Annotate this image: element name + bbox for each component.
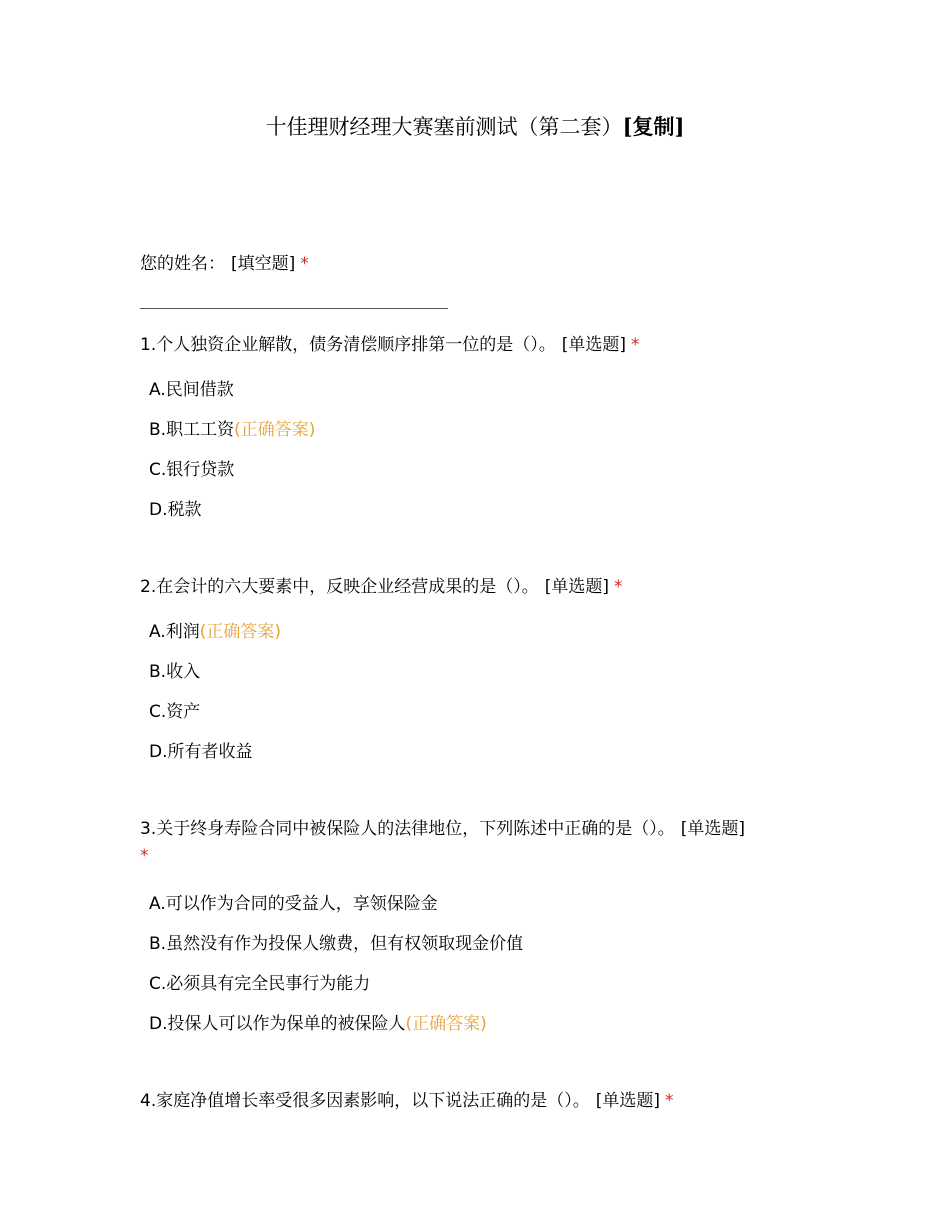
question-1 <box>140 329 810 361</box>
option-label: B.虽然没有作为投保人缴费，但有权领取现金价值 <box>149 934 524 954</box>
name-answer-line[interactable] <box>140 308 448 309</box>
name-question-label: 您的姓名： <box>140 254 225 274</box>
question-text: 3.关于终身寿险合同中被保险人的法律地位，下列陈述中正确的是（）。 <box>140 819 675 839</box>
question-text: 4.家庭净值增长率受很多因素影响，以下说法正确的是（）。 <box>140 1091 590 1111</box>
option-label: C.必须具有完全民事行为能力 <box>149 974 371 994</box>
option-label: D.所有者收益 <box>149 742 253 762</box>
option-label: D.投保人可以作为保单的被保险人 <box>149 1014 406 1034</box>
question-2-option-d[interactable] <box>149 737 253 767</box>
question-type: [填空题] <box>231 254 296 274</box>
option-label: C.银行贷款 <box>149 460 235 480</box>
option-label: A.可以作为合同的受益人，享领保险金 <box>149 894 438 914</box>
option-label: A.民间借款 <box>149 380 234 400</box>
title-main: 十佳理财经理大赛塞前测试（第二套） <box>265 115 623 139</box>
question-2-option-c[interactable] <box>149 697 200 727</box>
question-3-option-d[interactable] <box>149 1009 487 1039</box>
correct-answer-tag: (正确答案) <box>234 420 316 440</box>
question-type: [单选题] <box>680 819 745 839</box>
required-mark: * <box>630 335 640 355</box>
question-1-option-c[interactable] <box>149 455 234 485</box>
page-title <box>0 112 950 142</box>
question-2 <box>140 571 810 603</box>
title-copy-suffix: [复制] <box>622 114 685 139</box>
option-label: B.职工工资 <box>149 420 235 440</box>
question-3-option-a[interactable] <box>149 889 438 919</box>
required-mark: * <box>613 577 623 597</box>
question-type: [单选题] <box>561 335 626 355</box>
question-1-option-d[interactable] <box>149 495 202 525</box>
required-mark: * <box>300 254 309 274</box>
question-4 <box>140 1085 810 1117</box>
question-2-option-b[interactable] <box>149 657 200 687</box>
option-label: B.收入 <box>149 662 201 682</box>
question-text: 2.在会计的六大要素中，反映企业经营成果的是（）。 <box>140 577 539 597</box>
question-type: [单选题] <box>595 1091 660 1111</box>
required-mark: * <box>140 846 149 866</box>
question-1-option-a[interactable] <box>149 375 234 405</box>
option-label: C.资产 <box>149 702 201 722</box>
correct-answer-tag: (正确答案) <box>199 622 281 642</box>
required-mark: * <box>664 1091 674 1111</box>
question-type: [单选题] <box>544 577 609 597</box>
question-1-option-b[interactable] <box>149 415 315 445</box>
question-3 <box>140 813 810 867</box>
correct-answer-tag: (正确答案) <box>405 1014 487 1034</box>
name-question <box>140 248 810 280</box>
question-3-option-b[interactable] <box>149 929 523 959</box>
option-label: A.利润 <box>149 622 200 642</box>
question-3-option-c[interactable] <box>149 969 370 999</box>
option-label: D.税款 <box>149 500 202 520</box>
question-text: 1.个人独资企业解散，债务清偿顺序排第一位的是（）。 <box>140 335 556 355</box>
question-2-option-a[interactable] <box>149 617 281 647</box>
